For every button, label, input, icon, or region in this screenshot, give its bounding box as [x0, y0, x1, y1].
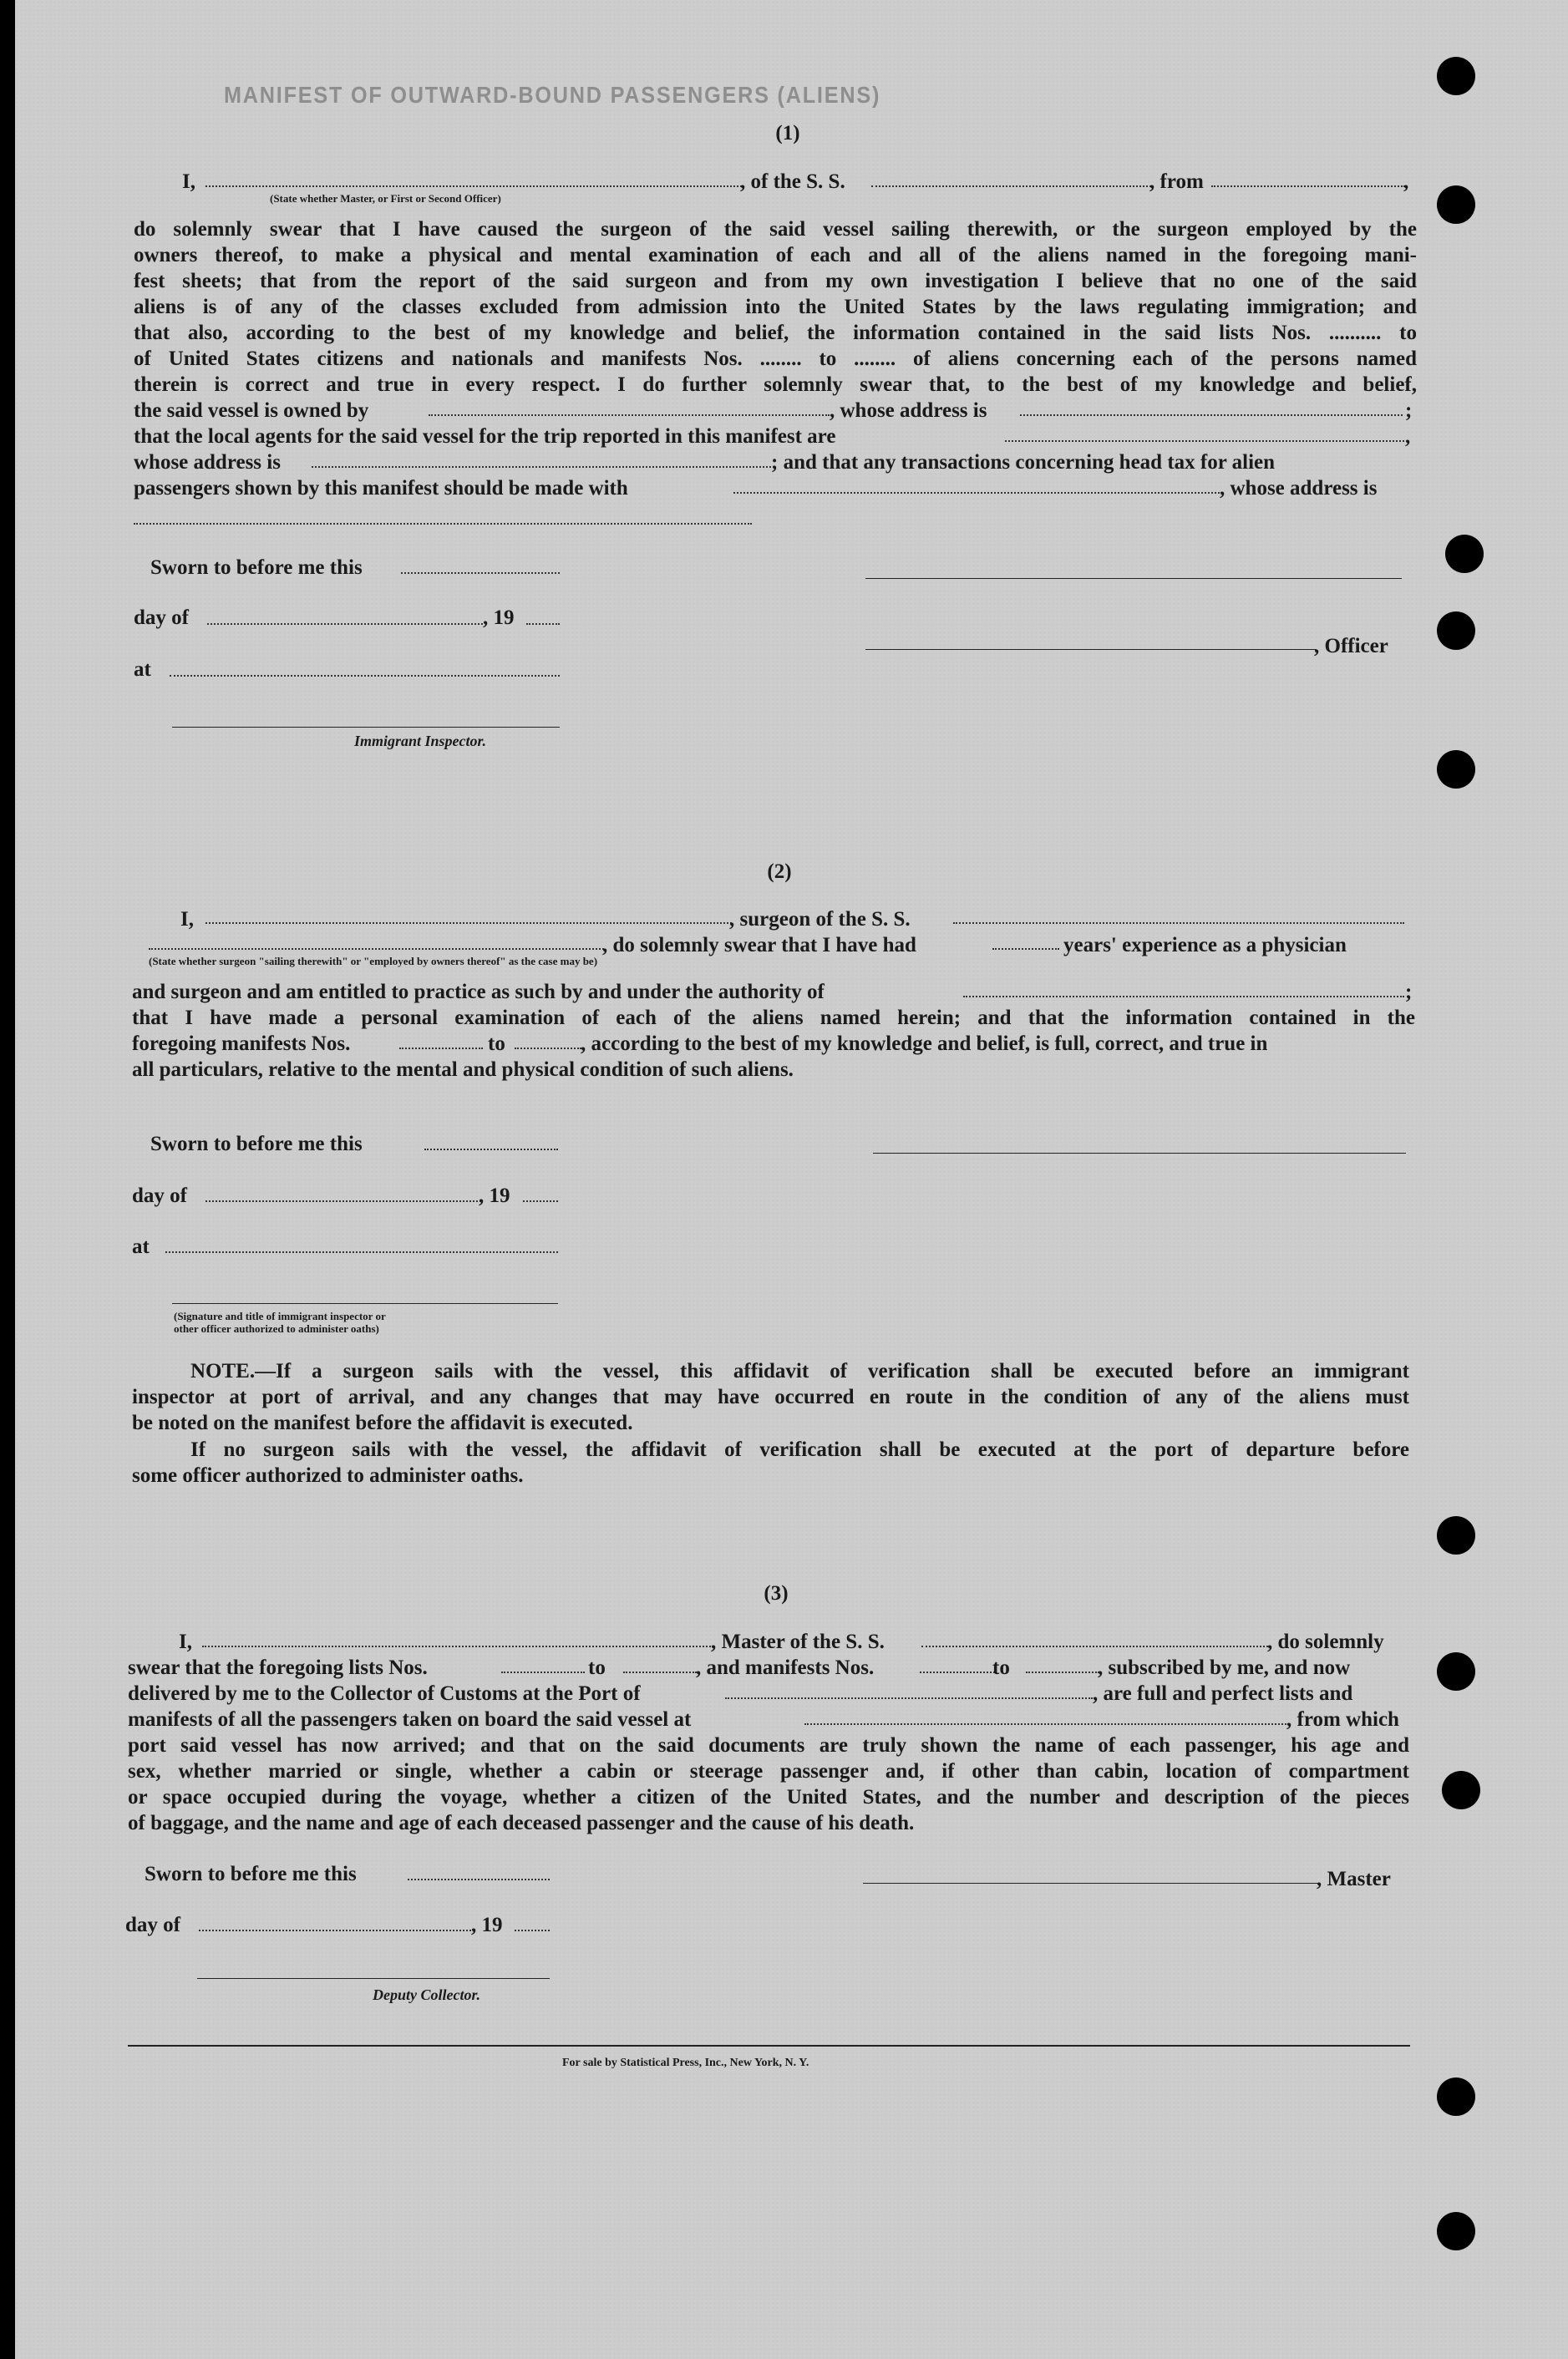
s1-nineteen: , 19 — [483, 606, 515, 629]
section-3-number: (3) — [764, 1582, 789, 1605]
punch-hole — [1437, 1516, 1475, 1555]
s1-at-field[interactable] — [170, 675, 560, 677]
s1-owner-field[interactable] — [429, 414, 830, 416]
s1-agents-label: that the local agents for the said vessel for the trip reported in this manifest are — [134, 425, 836, 448]
s1-from-field[interactable] — [1211, 185, 1405, 187]
s2-authority-field[interactable] — [963, 996, 1404, 997]
footer-text: For sale by Statistical Press, Inc., New York, N. Y. — [562, 2057, 809, 2069]
s3-lists-to-field[interactable] — [623, 1672, 697, 1673]
s2-surgeon-field[interactable] — [206, 922, 732, 924]
punch-hole — [1437, 611, 1475, 650]
section-1-number: (1) — [775, 122, 800, 145]
s1-owner-address-field[interactable] — [1020, 414, 1403, 416]
s1-body-line: of United States citizens and nationals and manifests Nos. ........ to ........ of aliens concerning each of the persons named — [134, 348, 1417, 370]
s2-year-field[interactable] — [523, 1200, 558, 1202]
s3-day-field[interactable] — [199, 1930, 474, 1931]
s2-day-field[interactable] — [206, 1200, 481, 1202]
s3-sworn-field[interactable] — [408, 1879, 550, 1880]
s3-master-label: , Master — [1317, 1868, 1391, 1890]
s2-line5-end: , according to the best of my knowledge and belief, is full, correct, and true in — [581, 1032, 1268, 1055]
s2-semicolon: ; — [1405, 981, 1413, 1003]
s1-day-field[interactable] — [207, 623, 483, 625]
note-paragraph-1 — [132, 1358, 1409, 1410]
s2-line4 — [132, 1005, 1415, 1031]
s1-semicolon: ; — [1405, 399, 1413, 422]
note-paragraph-2 — [190, 1437, 1409, 1463]
note-line: inspector at port of arrival, and any changes that may have occurred en route in the condition of any of the aliens must — [132, 1386, 1409, 1408]
s1-officer-note: (State whether Master, or First or Second Officer) — [270, 192, 501, 205]
s1-year-field[interactable] — [526, 623, 560, 625]
punch-hole — [1437, 57, 1475, 95]
s2-at-label: at — [132, 1235, 150, 1258]
s3-line2-prefix: swear that the foregoing lists Nos. — [128, 1656, 428, 1679]
s1-officer-line[interactable] — [865, 649, 1317, 650]
s1-body-line: fest sheets; that from the report of the said surgeon and from my own investigation I believe that no one of the said — [134, 270, 1417, 292]
punch-hole — [1437, 1652, 1475, 1691]
punch-hole — [1445, 535, 1484, 573]
footer-rule — [128, 2045, 1410, 2047]
s3-line2-to: to — [588, 1656, 606, 1679]
s3-line2-end: , subscribed by me, and now — [1098, 1656, 1351, 1679]
s3-body-line: sex, whether married or single, whether a cabin or steerage passenger and, if other than cabin, location of compartment — [128, 1760, 1409, 1783]
s3-line1-prefix: I, — [179, 1631, 192, 1653]
s1-whose-address-3-label: , whose address is — [1220, 477, 1378, 500]
s1-inspector-label: Immigrant Inspector. — [354, 733, 487, 749]
s1-head-tax: ; and that any transactions concerning head tax for alien — [771, 451, 1276, 474]
section-2-number: (2) — [767, 860, 792, 883]
s3-manifests-from-field[interactable] — [920, 1672, 995, 1673]
s3-master-field[interactable] — [202, 1646, 713, 1647]
s1-officer-label: , Officer — [1314, 635, 1388, 657]
s3-body-paragraph — [128, 1732, 1409, 1810]
punch-hole — [1437, 750, 1475, 789]
s1-body-line: owners thereof, to make a physical and mental examination of each and all of the aliens named in the foregoing mani- — [134, 244, 1417, 266]
s2-signature-line[interactable] — [873, 1153, 1406, 1154]
s1-sworn-label: Sworn to before me this — [150, 556, 363, 579]
note-line-last: be noted on the manifest before the affidavit is executed. — [132, 1412, 633, 1434]
s1-agents-field[interactable] — [1005, 440, 1404, 442]
s3-body-line: or space occupied during the voyage, whether a citizen of the United States, and the number and description of the pieces — [128, 1786, 1409, 1809]
s1-owned-by-label: the said vessel is owned by — [134, 399, 369, 422]
s3-manifests-to-field[interactable] — [1026, 1672, 1099, 1673]
punch-hole — [1437, 185, 1475, 224]
s1-line1-prefix: I, — [182, 170, 195, 193]
s1-whose-address-label: , whose address is — [830, 399, 987, 422]
s1-head-tax-address-field[interactable] — [134, 523, 752, 525]
s1-signature-line[interactable] — [865, 578, 1402, 579]
s3-sworn-label: Sworn to before me this — [145, 1863, 357, 1885]
s1-vessel-field[interactable] — [871, 185, 1151, 187]
s3-line1-end: , do solemnly — [1267, 1631, 1384, 1653]
note-line: If no surgeon sails with the vessel, the affidavit of verification shall be executed at the port of departure before — [190, 1438, 1409, 1461]
s1-officer-field[interactable] — [206, 185, 742, 187]
s1-comma: , — [1405, 425, 1411, 448]
s3-body-last: of baggage, and the name and age of each deceased passenger and the cause of his death. — [128, 1812, 915, 1834]
s2-line5-prefix: foregoing manifests Nos. — [132, 1032, 351, 1055]
punch-hole — [1437, 2212, 1475, 2250]
s3-collector-line[interactable] — [197, 1978, 550, 1979]
s1-passengers-label: passengers shown by this manifest should be made with — [134, 477, 628, 500]
s2-signature-note-1: (Signature and title of immigrant inspector or — [174, 1310, 386, 1322]
s3-vessel-field[interactable] — [921, 1646, 1268, 1647]
s3-line1-mid: , Master of the S. S. — [711, 1631, 885, 1653]
s2-nineteen: , 19 — [479, 1185, 510, 1207]
s3-line2-mid: , and manifests Nos. — [696, 1656, 875, 1679]
s2-vessel-field[interactable] — [953, 922, 1404, 924]
s1-inspector-line[interactable] — [172, 727, 560, 728]
note-line: NOTE.—If a surgeon sails with the vessel, this affidavit of verification shall be executed before an immigrant — [190, 1360, 1409, 1382]
s2-inspector-line[interactable] — [172, 1303, 558, 1304]
s1-body-paragraph — [134, 216, 1417, 398]
s2-manifest-from-field[interactable] — [399, 1048, 483, 1049]
s2-years-field[interactable] — [992, 948, 1059, 950]
s2-signature-note-2: other officer authorized to administer oaths) — [174, 1322, 379, 1335]
punch-hole — [1437, 2077, 1475, 2116]
s3-line4-end: , from which — [1286, 1708, 1399, 1731]
s1-line1-from: , from — [1149, 170, 1204, 193]
s3-master-signature-line[interactable] — [863, 1883, 1318, 1884]
s1-body-line: therein is correct and true in every respect. I do further solemnly swear that, to the best of my knowledge and belief, — [134, 373, 1417, 396]
s3-line3-end: , are full and perfect lists and — [1093, 1682, 1353, 1705]
s3-line4-prefix: manifests of all the passengers taken on board the said vessel at — [128, 1708, 692, 1731]
s2-day-of-label: day of — [132, 1185, 187, 1207]
s2-line6: all particulars, relative to the mental and physical condition of such aliens. — [132, 1058, 794, 1081]
s2-sworn-label: Sworn to before me this — [150, 1133, 363, 1155]
s2-manifest-to-field[interactable] — [515, 1048, 581, 1049]
s1-body-line: do solemnly swear that I have caused the surgeon of the said vessel sailing therewith, or the surgeon employed by the — [134, 218, 1417, 241]
s2-line3: and surgeon and am entitled to practice as such by and under the authority of — [132, 981, 825, 1003]
s3-port-field[interactable] — [725, 1697, 1093, 1699]
s3-line2-to2: to — [992, 1656, 1010, 1679]
s1-body-line: that also, according to the best of my knowledge and belief, the information contained in the said lists Nos. .......... to — [134, 322, 1417, 344]
s3-nineteen: , 19 — [471, 1914, 503, 1936]
s3-collector-label: Deputy Collector. — [373, 1986, 480, 2003]
s1-at-label: at — [134, 658, 151, 681]
note-line-last-2: some officer authorized to administer oaths. — [132, 1464, 524, 1487]
s3-line3-prefix: delivered by me to the Collector of Customs at the Port of — [128, 1682, 641, 1705]
s2-body-line: that I have made a personal examination of each of the aliens named herein; and that the information contained in the — [132, 1007, 1415, 1029]
manifest-page — [15, 0, 1568, 2359]
s1-day-of-label: day of — [134, 606, 189, 629]
s2-surgeon-status-field[interactable] — [149, 948, 604, 950]
punch-hole — [1442, 1771, 1480, 1809]
s2-at-field[interactable] — [165, 1251, 558, 1253]
s3-lists-from-field[interactable] — [501, 1672, 585, 1673]
s1-head-tax-party-field[interactable] — [733, 492, 1220, 494]
s3-day-of-label: day of — [125, 1914, 180, 1936]
s1-line1-end: , — [1403, 170, 1409, 193]
s1-agents-address-field[interactable] — [312, 466, 771, 468]
s2-surgeon-note: (State whether surgeon "sailing therewith" or "employed by owners thereof" as the case may be) — [149, 955, 598, 967]
s3-body-line: port said vessel has now arrived; and that on the said documents are truly shown the name of each passenger, his age and — [128, 1734, 1409, 1757]
s2-line2-mid: , do solemnly swear that I have had — [602, 934, 916, 956]
s3-year-field[interactable] — [515, 1930, 550, 1931]
s1-whose-address-2-label: whose address is — [134, 451, 281, 474]
s1-body-line: aliens is of any of the classes excluded from admission into the United States by the laws regulating immigration; and — [134, 296, 1417, 318]
s2-line1-mid: , surgeon of the S. S. — [729, 908, 911, 931]
s2-line2-end: years' experience as a physician — [1063, 934, 1347, 956]
s1-sworn-field[interactable] — [401, 572, 560, 574]
s2-line1-prefix: I, — [180, 908, 194, 931]
s2-sworn-field[interactable] — [424, 1149, 558, 1150]
s3-boarded-at-field[interactable] — [804, 1723, 1289, 1725]
s2-line5-to: to — [488, 1032, 505, 1055]
s1-line1-mid: , of the S. S. — [740, 170, 845, 193]
bleed-through-header: MANIFEST OF OUTWARD-BOUND PASSENGERS (ALIENS) — [224, 82, 881, 108]
